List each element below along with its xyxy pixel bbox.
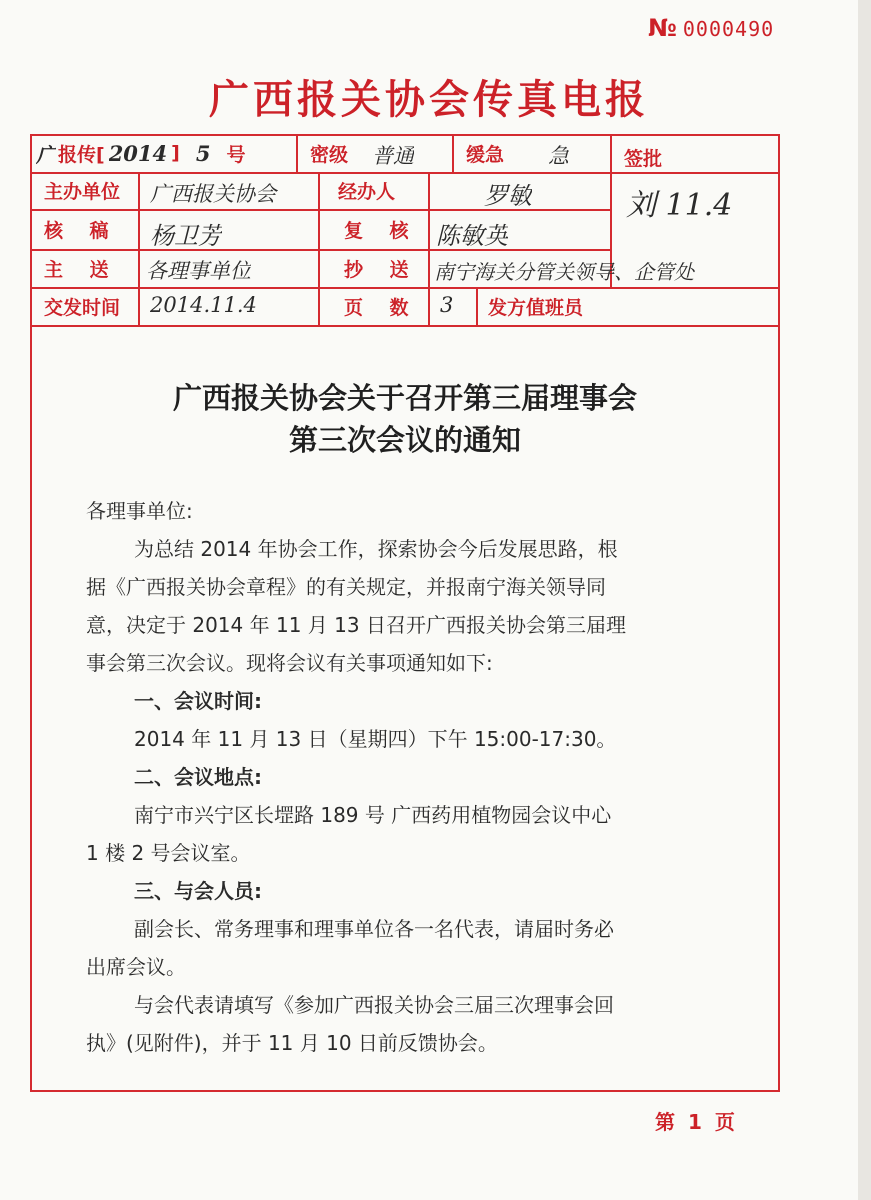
handler-label: 经办人 [338,181,396,203]
grid-line [30,249,610,251]
doc-number-suffix: 号 [226,143,246,166]
doc-number-year: 2014 [108,140,168,166]
notice-title-line2: 第三次会议的通知 [288,423,521,457]
document-header-title: 广西报关协会传真电报 [209,76,649,123]
pages-value: 3 [440,293,454,317]
serial-prefix: № [648,14,677,42]
host-label: 主办单位 [44,181,121,203]
serial-number [648,14,774,42]
paragraph-2-line2: 执》(见附件)，并于 11 月 10 日前反馈协会。 [86,1031,498,1055]
doc-number-prefix: 报传[ [58,143,105,166]
paragraph-1-line3: 意，决定于 2014 年 11 月 13 日召开广西报关协会第三届理 [86,613,626,637]
grid-line [30,172,780,174]
reviewer-label [344,209,408,249]
doc-number-field [36,134,292,172]
paragraph-1-line2: 据《广西报关协会章程》的有关规定，并报南宁海关领导同 [86,575,606,599]
secret-label: 密级 [310,143,349,166]
grid-line [452,134,454,172]
handler-value: 罗敏 [484,182,532,210]
copy-to-label [344,249,408,287]
grid-line [476,287,478,325]
paragraph-1-line4: 事会第三次会议。现将会议有关事项通知如下: [86,651,493,675]
section-1-heading: 一、会议时间: [134,689,262,713]
send-to-label-text: 主 送 [44,258,109,281]
section-1-text: 2014 年 11 月 13 日（星期四）下午 15:00-17:30。 [134,727,617,751]
section-3-heading: 三、与会人员: [134,879,262,903]
section-2-line1: 南宁市兴宁区长堽路 189 号 广西药用植物园会议中心 [134,803,612,827]
checker-value: 杨卫芳 [150,222,222,250]
host-value: 广西报关协会 [150,182,276,206]
copy-to-value: 南宁海关分管关领导、企管处 [434,260,694,284]
paragraph-1-line1: 为总结 2014 年协会工作，探索协会今后发展思路，根 [134,537,618,561]
doc-number-handwritten-prefix: 广 [36,142,56,167]
salutation: 各理事单位: [86,499,193,523]
sent-time-label: 交发时间 [44,296,121,319]
grid-line [318,172,320,325]
reviewer-value: 陈敏英 [436,222,508,250]
serial-value: 0000490 [682,17,775,41]
approve-signature: 刘 11.4 [626,188,733,223]
approve-label: 签批 [624,147,663,170]
grid-line [296,134,298,172]
notice-title-line1: 广西报关协会关于召开第三届理事会 [172,381,637,415]
doc-number-close: ] [171,142,180,164]
doc-number-num: 5 [195,140,211,166]
checker-label [44,209,132,249]
checker-label-text: 核 稿 [44,219,109,242]
section-3-line2: 出席会议。 [86,955,186,979]
urgency-label: 缓急 [466,143,505,166]
grid-line [428,172,430,325]
section-2-heading: 二、会议地点: [134,765,262,789]
paragraph-2-line1: 与会代表请填写《参加广西报关协会三届三次理事会回 [134,993,614,1017]
copy-to-label-text: 抄 送 [344,258,409,281]
secret-value: 普通 [372,144,414,168]
duty-label: 发方值班员 [488,296,584,319]
send-to-value: 各理事单位 [146,259,251,283]
pages-label [344,287,408,325]
urgency-value: 急 [548,144,569,168]
sent-time-value: 2014.11.4 [150,293,257,317]
section-2-line2: 1 楼 2 号会议室。 [86,841,251,865]
send-to-label [44,249,108,287]
grid-line [30,325,780,327]
reviewer-label-text: 复 核 [344,219,409,242]
section-3-line1: 副会长、常务理事和理事单位各一名代表，请届时务必 [134,917,614,941]
page-number: 第 1 页 [655,1110,735,1134]
grid-line [138,172,140,325]
pages-label-text: 页 数 [344,296,409,319]
